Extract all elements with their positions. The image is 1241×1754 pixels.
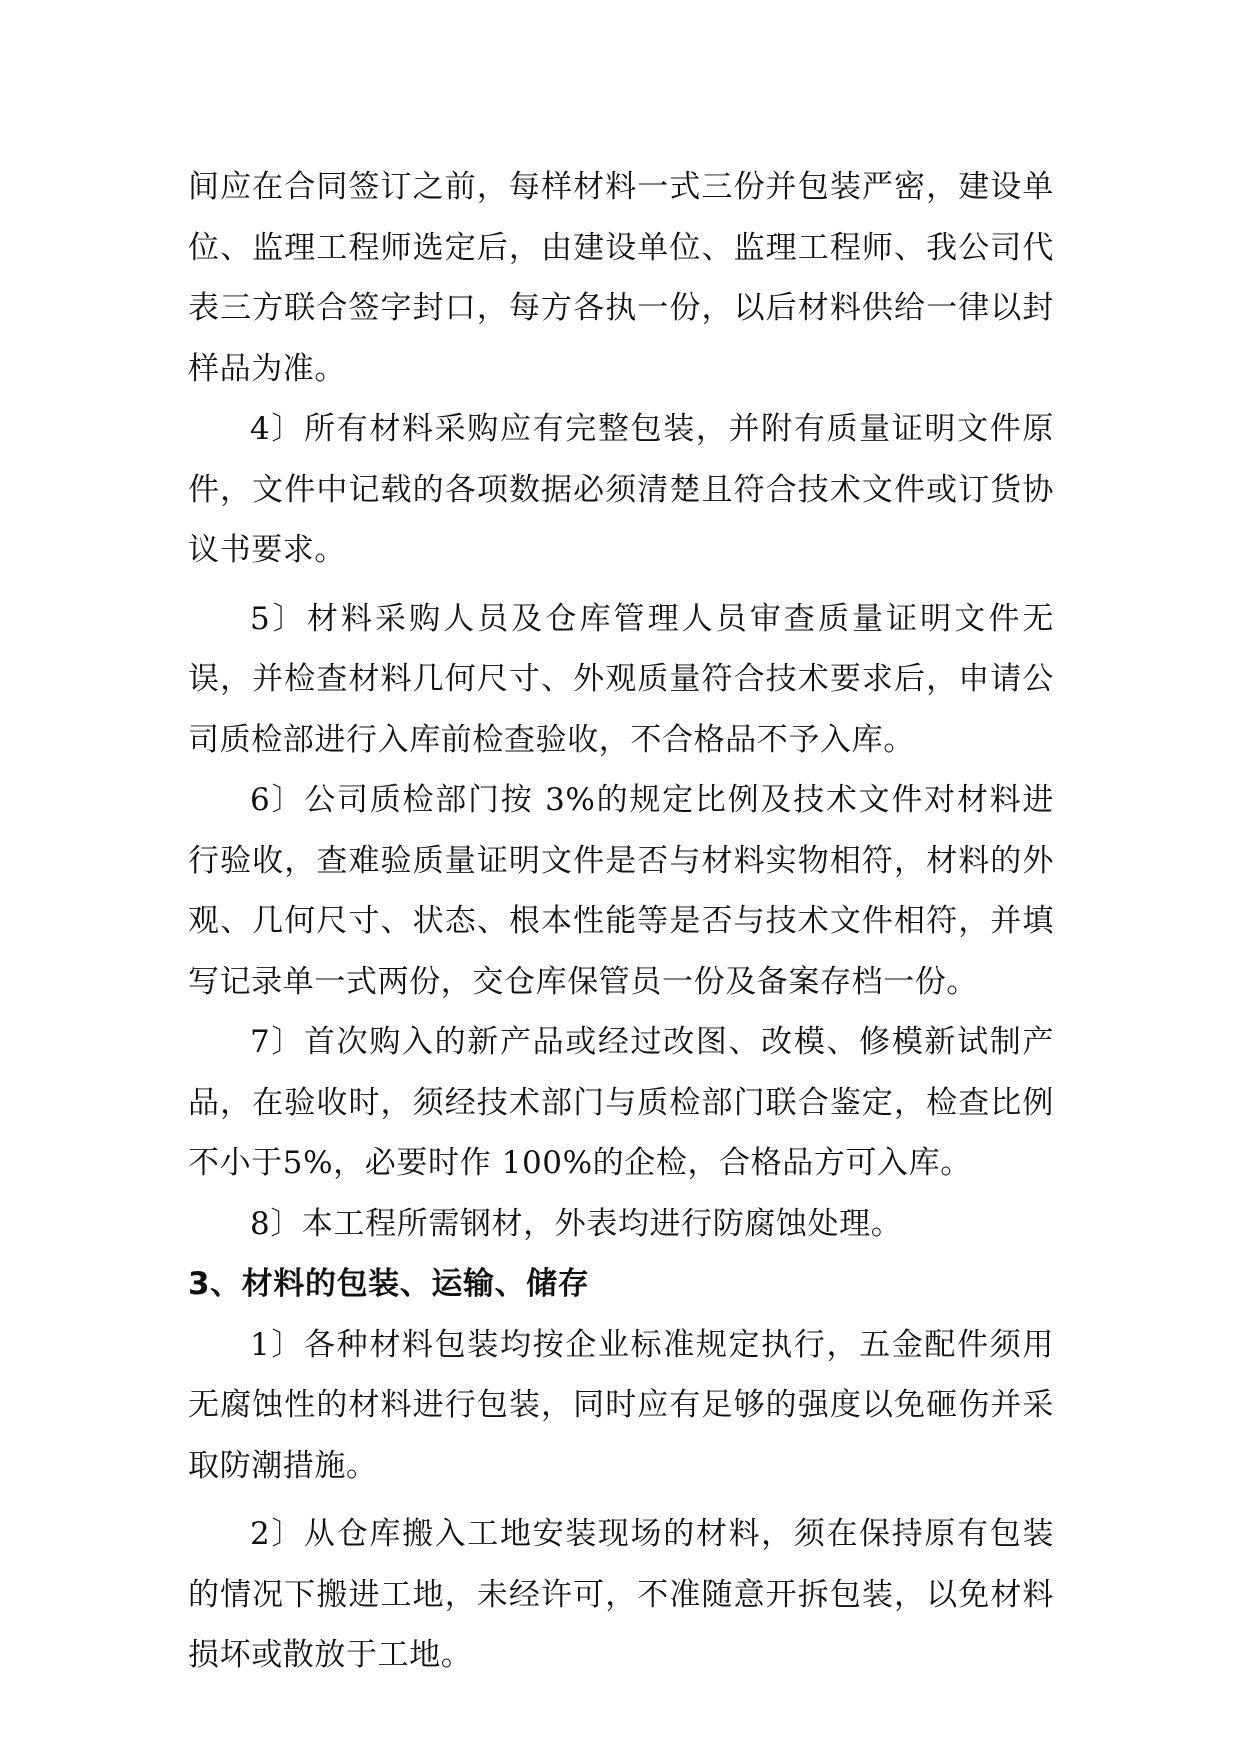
paragraph-item-5: 5〕材料采购人员及仓库管理人员审查质量证明文件无误，并检查材料几何尺寸、外观质量符合技术要求后，申请公司质检部进行入库前检查验收，不合格品不予入库。	[188, 600, 1054, 758]
document-page	[188, 157, 1054, 1686]
paragraph-item-4: 4〕所有材料采购应有完整包装，并附有质量证明文件原件，文件中记载的各项数据必须清楚且符合技术文件或订货协议书要求。	[188, 411, 1054, 568]
paragraph-item-2: 2〕从仓库搬入工地安装现场的材料，须在保持原有包装的情况下搬进工地，未经许可，不准随意开拆包装，以免材料损坏或散放于工地。	[188, 1516, 1054, 1673]
paragraph-continuation: 间应在合同签订之前，每样材料一式三份并包装严密，建设单位、监理工程师选定后，由建设单位、监理工程师、我公司代表三方联合签字封口，每方各执一份，以后材料供给一律以封样品为准。	[188, 169, 1054, 387]
paragraph-item-1: 1〕各种材料包装均按企业标准规定执行，五金配件须用无腐蚀性的材料进行包装，同时应有足够的强度以免砸伤并采取防潮措施。	[188, 1326, 1054, 1484]
paragraph-item-6: 6〕公司质检部门按 3%的规定比例及技术文件对材料进行验收，查难验质量证明文件是否与材料实物相符，材料的外观、几何尺寸、状态、根本性能等是否与技术文件相符，并填写记录单一式两份，交仓库保管员一份及备案存档一份。	[188, 782, 1054, 1000]
paragraph-item-7: 7〕首次购入的新产品或经过改图、改模、修模新试制产品，在验收时，须经技术部门与质检部门联合鉴定，检查比例不小于5%，必要时作 100%的企检，合格品方可入库。	[188, 1024, 1054, 1181]
section-heading: 3、材料的包装、运输、储存	[188, 1266, 590, 1302]
paragraph-item-8: 8〕本工程所需钢材，外表均进行防腐蚀处理。	[250, 1205, 903, 1242]
